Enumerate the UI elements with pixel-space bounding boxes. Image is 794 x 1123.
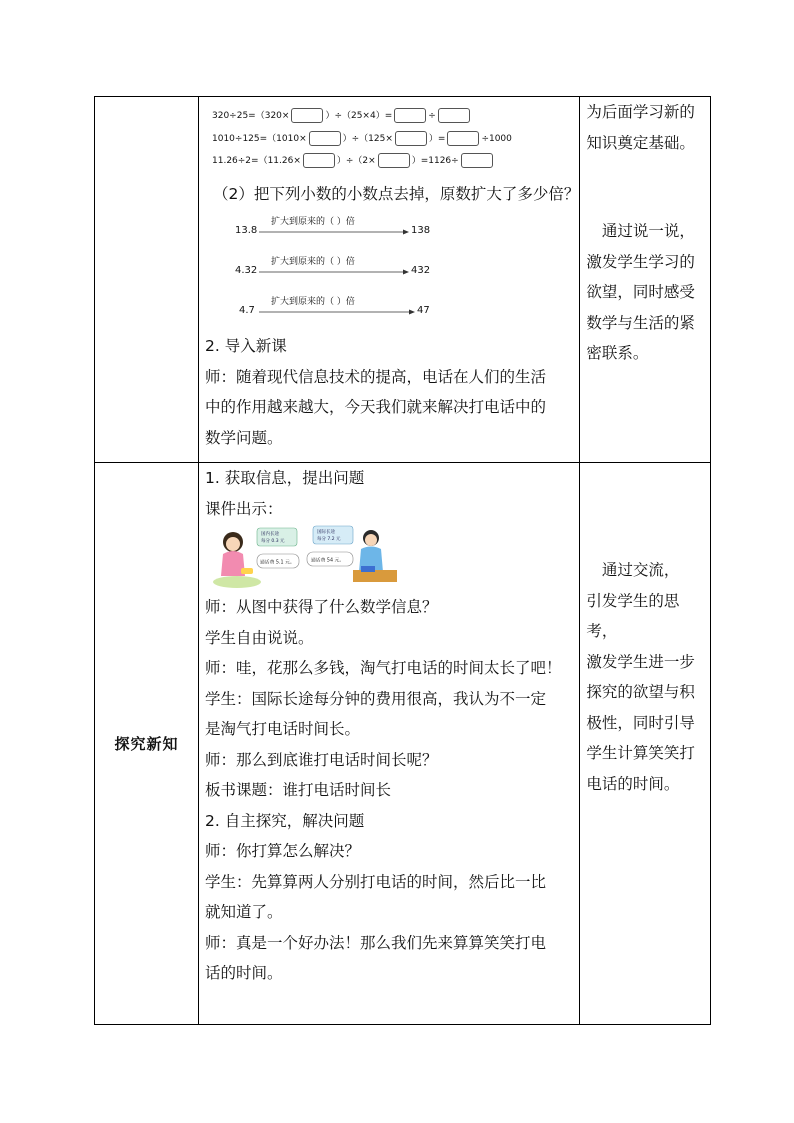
text-line: 学生自由说说。 xyxy=(205,628,314,647)
arrow-row xyxy=(199,211,579,251)
answer-box[interactable] xyxy=(438,108,470,123)
text-line: 学生：先算算两人分别打电话的时间，然后比一比 xyxy=(205,872,547,891)
answer-box[interactable] xyxy=(394,108,426,123)
note-text: 通过交流， 引发学生的思考， 激发学生进一步 探究的欲望与积 极性，同时引导 学生计算笑笑打 电话的时间。 xyxy=(586,561,695,793)
equation-line: 320÷25=（320× ）÷（25×4）= ÷ xyxy=(199,105,579,128)
section-label: 探究新知 xyxy=(114,735,179,753)
left-sign-line1: 国内长途 xyxy=(261,532,279,537)
answer-box[interactable] xyxy=(291,108,323,123)
arrow-label: 扩大到原来的（ ）倍 xyxy=(271,257,355,267)
table-row xyxy=(95,97,711,463)
answer-box[interactable] xyxy=(378,153,410,168)
arrow-to: 432 xyxy=(411,265,431,276)
arrow-label: 扩大到原来的（ ）倍 xyxy=(271,217,355,227)
right-sign-line1: 国际长途 xyxy=(317,530,335,535)
content-cell xyxy=(199,463,580,1025)
text-line: 话的时间。 xyxy=(205,964,283,982)
right-sign-line2: 每分 7.2 元 xyxy=(317,537,341,542)
arrow-row xyxy=(199,251,579,291)
arrow-from: 4.32 xyxy=(235,265,258,276)
arrow-to: 138 xyxy=(411,225,431,236)
arrow-label: 扩大到原来的（ ）倍 xyxy=(271,297,355,307)
answer-box[interactable] xyxy=(395,131,427,146)
table-row xyxy=(95,463,711,1025)
answer-box[interactable] xyxy=(447,131,479,146)
text-line: 师：真是一个好办法！那么我们先来算算笑笑打电 xyxy=(205,933,547,952)
phone-call-illustration xyxy=(211,524,401,590)
equation-line: 1010÷125=（1010× ）÷（125× ）= ÷1000 xyxy=(199,128,579,151)
equation-line: 11.26÷2=（11.26× ）÷（2× ）=1126÷ xyxy=(199,150,579,173)
section-cell-empty xyxy=(95,97,199,463)
note-text: 为后面学习新的 知识奠定基础。 通过说一说， 激发学生学习的 欲望，同时感受 数学与生活的紧 密联系。 xyxy=(586,103,695,362)
text-line: 课件出示： xyxy=(205,499,283,518)
courseware-illustration xyxy=(199,524,579,592)
right-bubble: 通话费 54 元。 xyxy=(311,558,345,564)
note-cell xyxy=(580,97,711,463)
left-bubble: 通话费 5.1 元。 xyxy=(260,560,295,566)
text-line: 师：哇，花那么多钱，淘气打电话的时间太长了吧！ xyxy=(205,659,562,677)
note-cell xyxy=(580,463,711,1025)
text-line: 板书课题：谁打电话时间长 xyxy=(205,781,392,799)
answer-box[interactable] xyxy=(309,131,341,146)
section-cell xyxy=(95,463,199,1025)
text-line: 数学问题。 xyxy=(205,428,283,447)
answer-box[interactable] xyxy=(303,153,335,168)
content-cell xyxy=(199,97,580,463)
text-line: 1. 获取信息，提出问题 xyxy=(205,469,365,487)
text-line: 师：那么到底谁打电话时间长呢？ xyxy=(205,750,438,769)
text-line: 师：随着现代信息技术的提高，电话在人们的生活 xyxy=(205,367,547,386)
arrow-from: 4.7 xyxy=(239,305,255,316)
answer-box[interactable] xyxy=(461,153,493,168)
arrow-from: 13.8 xyxy=(235,225,258,236)
lesson-plan-table xyxy=(94,96,711,1025)
text-line: 2. 自主探究，解决问题 xyxy=(205,811,365,830)
text-line: 师：你打算怎么解决？ xyxy=(205,842,361,860)
text-line: 师：从图中获得了什么数学信息？ xyxy=(205,598,438,616)
import-heading: 2. 导入新课 xyxy=(205,337,287,355)
left-sign-line2: 每分 0.3 元 xyxy=(261,539,285,544)
arrow-row xyxy=(199,291,579,331)
text-line: 是淘气打电话时间长。 xyxy=(205,720,361,738)
question-2: （2）把下列小数的小数点去掉，原数扩大了多少倍？ xyxy=(213,184,580,203)
text-line: 学生：国际长途每分钟的费用很高，我认为不一定 xyxy=(205,689,547,708)
text-line: 就知道了。 xyxy=(205,903,283,921)
arrow-to: 47 xyxy=(417,305,430,316)
text-line: 中的作用越来越大，今天我们就来解决打电话中的 xyxy=(205,398,547,416)
